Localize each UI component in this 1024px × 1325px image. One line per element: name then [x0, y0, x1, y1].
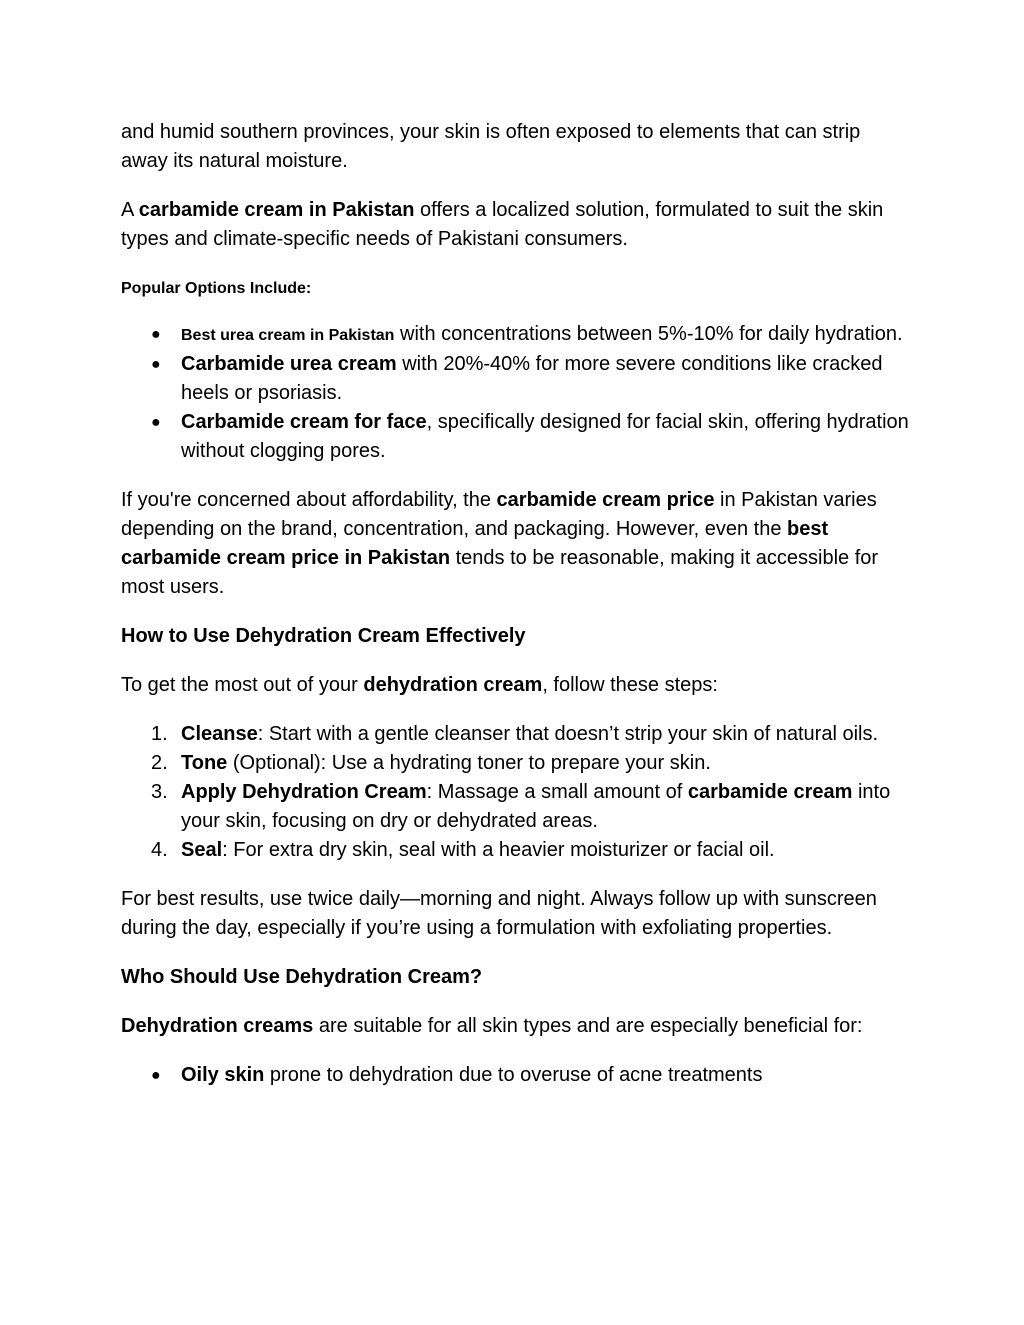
bullet-icon: ●: [151, 1067, 161, 1084]
step-item: [121, 720, 911, 749]
list-item: [121, 408, 911, 466]
who-intro-post: are suitable for all skin types and are especially beneficial for:: [313, 1015, 863, 1037]
item-bold: Oily skin: [181, 1064, 265, 1086]
step-text: : Massage a small amount of: [426, 781, 688, 803]
who-list: [121, 1061, 911, 1090]
howto-intro-post: , follow these steps:: [542, 674, 718, 696]
carbamide-post: offers a localized solution, formulated to suit the skin types and climate-specific needs of Pakistani consumers.: [121, 199, 884, 250]
price-text-2: in Pakistan varies depending on the brand, concentration, and packaging. However, even the: [121, 489, 877, 540]
item-text: with concentrations between 5%-10% for daily hydration.: [394, 323, 903, 345]
step-text-2: into your skin, focusing on dry or dehydrated areas.: [181, 781, 891, 832]
step-item: [121, 749, 911, 778]
step-bold: Cleanse: [181, 723, 258, 745]
price-paragraph: [121, 486, 911, 602]
step-item: [121, 836, 911, 865]
list-item: [121, 350, 911, 408]
step-bold-2: carbamide cream: [687, 781, 853, 803]
step-number: 4.: [151, 839, 168, 861]
step-text: : Start with a gentle cleanser that doesn’t strip your skin of natural oils.: [257, 723, 879, 745]
bullet-icon: ●: [151, 356, 161, 373]
step-item: [121, 778, 911, 836]
who-intro: [121, 1012, 911, 1041]
price-bold-1: carbamide cream price: [496, 489, 715, 511]
carbamide-pre: A: [121, 199, 139, 221]
carbamide-paragraph: [121, 196, 911, 254]
intro-text: and humid southern provinces, your skin is often exposed to elements that can strip away its natural moisture.: [121, 121, 861, 172]
carbamide-bold: carbamide cream in Pakistan: [138, 199, 415, 221]
howto-steps-list: [121, 720, 911, 865]
howto-heading: How to Use Dehydration Cream Effectively: [121, 625, 526, 647]
price-text-3: tends to be reasonable, making it accessible for most users.: [121, 547, 879, 598]
step-bold: Seal: [181, 839, 223, 861]
document-body: [121, 118, 911, 1110]
step-text: : For extra dry skin, seal with a heavier moisturizer or facial oil.: [222, 839, 775, 861]
step-text: (Optional): Use a hydrating toner to prepare your skin.: [227, 752, 711, 774]
item-bold: Carbamide cream for face: [181, 411, 427, 433]
step-bold: Apply Dehydration Cream: [181, 781, 427, 803]
list-item: [121, 1061, 911, 1090]
step-bold: Tone: [181, 752, 228, 774]
bullet-icon: ●: [151, 326, 161, 343]
results-paragraph: For best results, use twice daily—morning and night. Always follow up with sunscreen during the day, especially if you’re using a formulation with exfoliating properties.: [121, 888, 877, 939]
bullet-icon: ●: [151, 414, 161, 431]
item-text: , specifically designed for facial skin, offering hydration without clogging pores.: [181, 411, 909, 462]
step-number: 3.: [151, 781, 168, 803]
who-heading: Who Should Use Dehydration Cream?: [121, 966, 483, 988]
item-text: with 20%-40% for more severe conditions like cracked heels or psoriasis.: [181, 353, 883, 404]
intro-paragraph: [121, 118, 911, 176]
howto-intro-bold: dehydration cream: [363, 674, 543, 696]
step-number: 2.: [151, 752, 168, 774]
price-text-1: If you're concerned about affordability, the: [121, 489, 497, 511]
list-item: [121, 320, 911, 350]
howto-intro: [121, 671, 911, 700]
popular-options-heading: Popular Options Include:: [121, 280, 312, 297]
who-intro-bold: Dehydration creams: [121, 1015, 314, 1037]
item-bold: Best urea cream in Pakistan: [181, 327, 395, 344]
popular-options-list: [121, 320, 911, 466]
item-bold: Carbamide urea cream: [181, 353, 397, 375]
item-text: prone to dehydration due to overuse of acne treatments: [264, 1064, 763, 1086]
price-bold-2: best carbamide cream price in Pakistan: [121, 518, 829, 569]
howto-intro-pre: To get the most out of your: [121, 674, 364, 696]
step-number: 1.: [151, 723, 168, 745]
